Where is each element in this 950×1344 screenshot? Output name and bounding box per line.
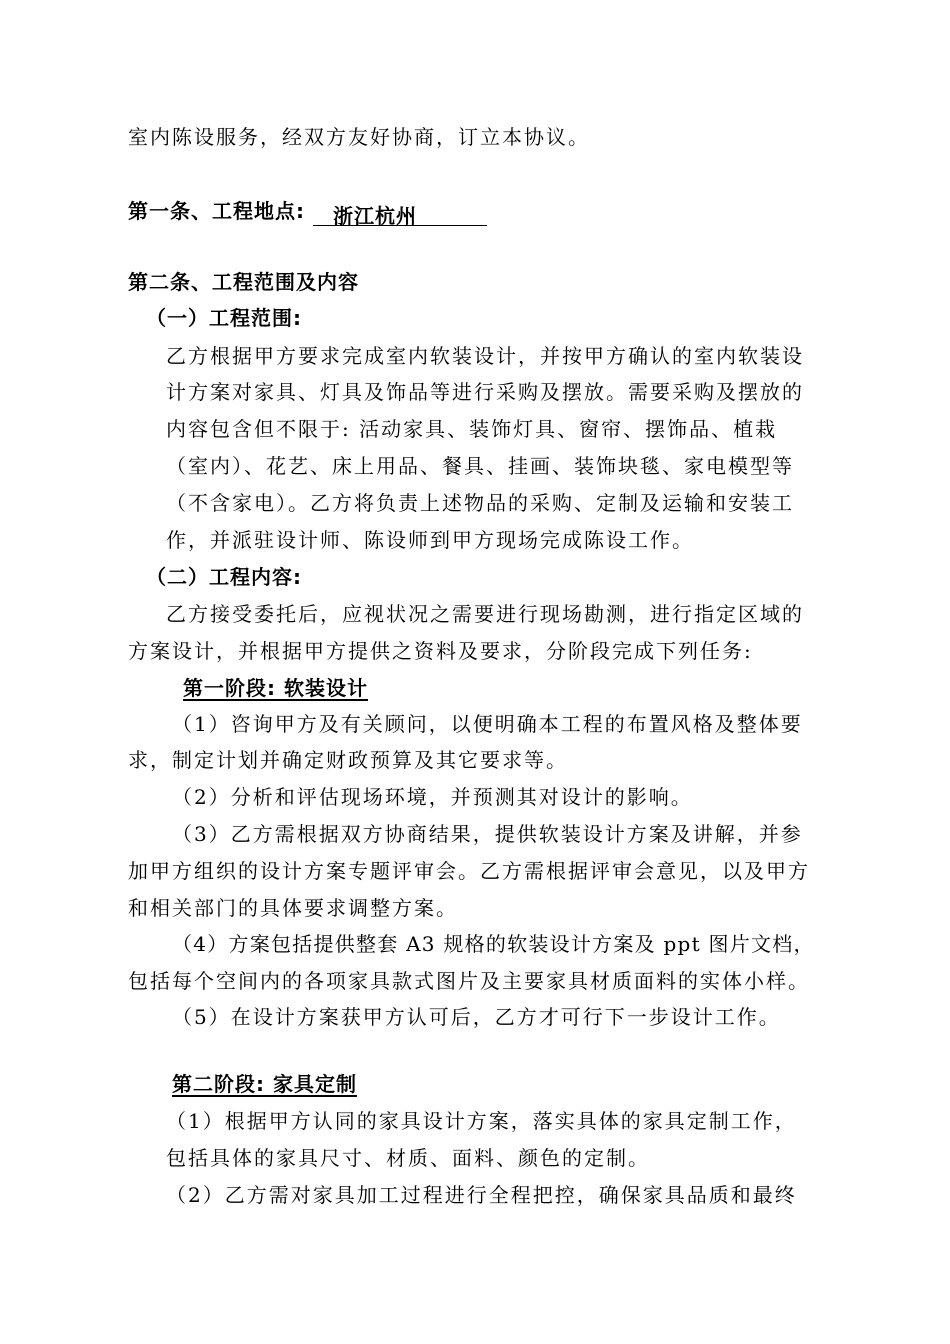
blank-underline-right xyxy=(423,201,487,226)
scope-line: （室内）、花艺、床上用品、餐具、挂画、装饰块毯、家电模型等 xyxy=(166,454,794,478)
phase-2-line: 包括具体的家具尺寸、材质、面料、颜色的定制。 xyxy=(166,1146,650,1170)
article-1-location: 浙江杭州 xyxy=(327,201,423,226)
scope-line: 计方案对家具、灯具及饰品等进行采购及摆放。需要采购及摆放的 xyxy=(166,380,804,404)
article-2-heading: 第二条、工程范围及内容 xyxy=(128,270,359,294)
phase-1-line: 和相关部门的具体要求调整方案。 xyxy=(128,896,458,920)
phase-1-line: 包括每个空间内的各项家具款式图片及主要家具材质面料的实体小样。 xyxy=(128,969,810,993)
article-1 xyxy=(128,196,487,226)
content-line: 乙方接受委托后，应视状况之需要进行现场勘测，进行指定区域的 xyxy=(166,602,804,626)
article-1-label: 第一条、工程地点: xyxy=(128,199,305,223)
phase-2-line: （2）乙方需对家具加工过程进行全程把控，确保家具品质和最终 xyxy=(166,1183,797,1207)
phase-2-heading: 第二阶段: 家具定制 xyxy=(172,1072,357,1096)
blank-underline-left xyxy=(313,201,327,226)
content-heading: （二）工程内容: xyxy=(146,565,302,589)
phase-1-line: 求，制定计划并确定财政预算及其它要求等。 xyxy=(128,748,568,772)
phase-1-heading: 第一阶段: 软装设计 xyxy=(183,676,368,700)
scope-line: 作，并派驻设计师、陈设师到甲方现场完成陈设工作。 xyxy=(166,528,694,552)
phase-1-line: （2）分析和评估现场环境，并预测其对设计的影响。 xyxy=(172,785,693,809)
content-line: 方案设计，并根据甲方提供之资料及要求，分阶段完成下列任务: xyxy=(128,639,753,663)
scope-line: （不含家电）。乙方将负责上述物品的采购、定制及运输和安装工 xyxy=(166,491,794,515)
intro-tail: 室内陈设服务，经双方友好协商，订立本协议。 xyxy=(128,125,590,149)
phase-1-line: （5）在设计方案获甲方认可后，乙方才可行下一步设计工作。 xyxy=(172,1005,781,1029)
phase-1-line: （4）方案包括提供整套 A3 规格的软装设计方案及 ppt 图片文档， xyxy=(172,932,815,956)
phase-1-line: （3）乙方需根据双方协商结果，提供软装设计方案及讲解，并参 xyxy=(172,822,803,846)
scope-line: 内容包含但不限于: 活动家具、装饰灯具、窗帘、摆饰品、植栽 xyxy=(166,417,778,441)
scope-line: 乙方根据甲方要求完成室内软装设计，并按甲方确认的室内软装设 xyxy=(166,344,804,368)
phase-2-line: （1）根据甲方认同的家具设计方案，落实具体的家具定制工作， xyxy=(166,1109,797,1133)
phase-1-line: 加甲方组织的设计方案专题评审会。乙方需根据评审会意见，以及甲方 xyxy=(128,859,810,883)
phase-1-line: （1）咨询甲方及有关顾问，以便明确本工程的布置风格及整体要 xyxy=(172,712,803,736)
scope-heading: （一）工程范围: xyxy=(146,306,302,330)
